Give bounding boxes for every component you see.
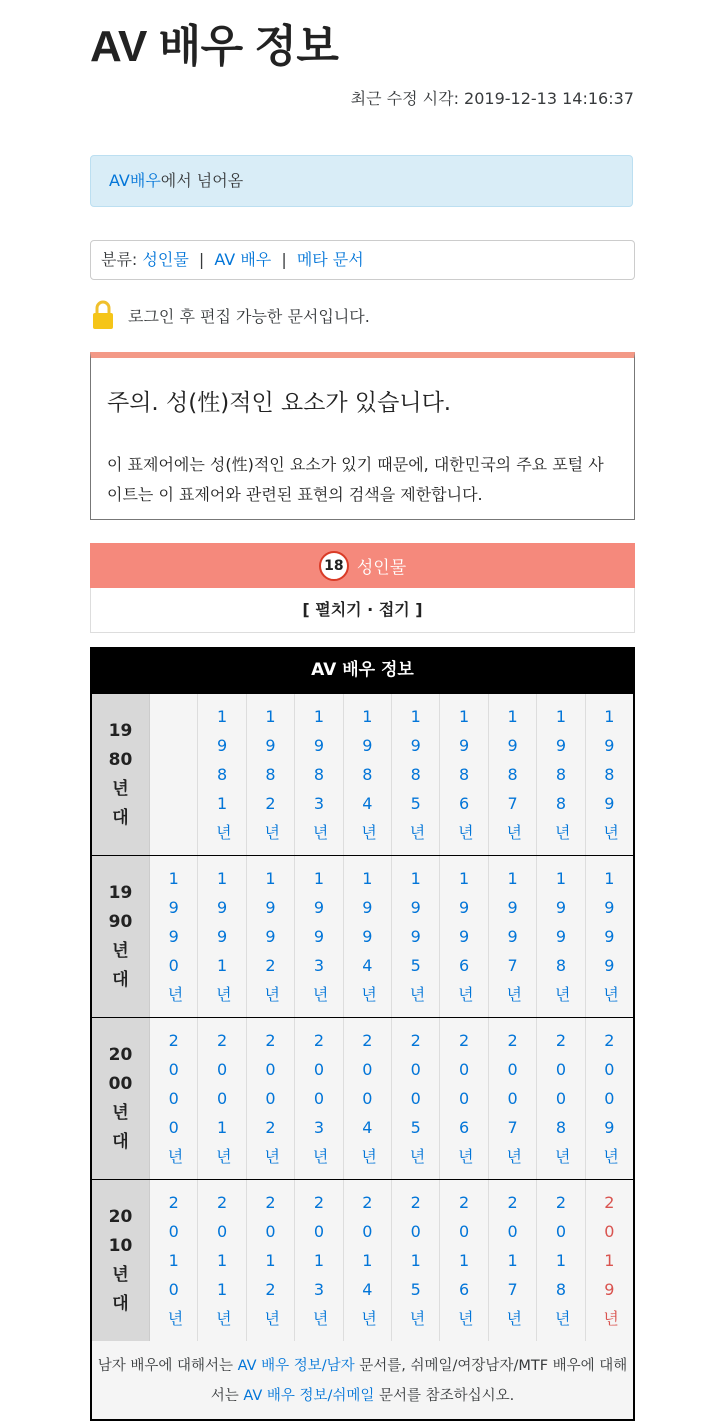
year-cell xyxy=(198,856,246,1017)
year-cell xyxy=(586,1180,633,1341)
year-link[interactable]: 2014년 xyxy=(361,1193,377,1328)
year-cell xyxy=(392,1018,440,1179)
year-cell xyxy=(489,1180,537,1341)
year-link[interactable]: 2000년 xyxy=(167,1031,184,1166)
year-cell xyxy=(344,694,392,855)
year-link[interactable]: 2019년 xyxy=(603,1193,619,1328)
year-cell xyxy=(537,694,585,855)
year-cell xyxy=(344,1018,392,1179)
year-link[interactable]: 1985년 xyxy=(409,707,426,842)
year-link[interactable]: 2001년 xyxy=(216,1031,232,1166)
footer-text: 문서를 참조하십시오. xyxy=(374,1388,515,1404)
redirect-notice xyxy=(90,155,633,207)
year-link[interactable]: 1992년 xyxy=(264,869,280,1004)
year-cell xyxy=(586,856,633,1017)
year-cell xyxy=(295,694,343,855)
year-link[interactable]: 2005년 xyxy=(409,1031,426,1166)
footer-link-male[interactable]: AV 배우 정보/남자 xyxy=(237,1358,355,1374)
decade-row xyxy=(92,693,633,855)
decade-row xyxy=(92,1017,633,1179)
year-cells xyxy=(150,694,633,855)
year-cell xyxy=(295,1180,343,1341)
year-cell xyxy=(586,1018,633,1179)
year-cells xyxy=(150,1180,633,1341)
year-cell xyxy=(198,694,246,855)
decade-header xyxy=(92,694,150,855)
decade-row xyxy=(92,1179,633,1341)
year-cell xyxy=(489,1018,537,1179)
adult-banner-label: 성인물 xyxy=(356,558,407,578)
year-cell xyxy=(537,1018,585,1179)
redirect-source-link[interactable]: AV배우 xyxy=(109,171,161,190)
year-link[interactable]: 2004년 xyxy=(361,1031,377,1166)
year-link[interactable]: 1990년 xyxy=(167,869,184,1004)
redirect-suffix: 에서 넘어옴 xyxy=(160,171,244,190)
year-cell xyxy=(440,1018,488,1179)
year-cell xyxy=(537,856,585,1017)
year-cell xyxy=(344,1180,392,1341)
year-cell xyxy=(150,1180,198,1341)
category-separator: | xyxy=(198,250,205,269)
year-link[interactable]: 1983년 xyxy=(312,707,329,842)
year-cell xyxy=(344,856,392,1017)
year-link[interactable]: 2002년 xyxy=(264,1031,280,1166)
category-link-meta[interactable]: 메타 문서 xyxy=(296,250,364,269)
year-cells xyxy=(150,1018,633,1179)
year-cell xyxy=(295,856,343,1017)
year-cell xyxy=(150,694,198,855)
year-link[interactable]: 1997년 xyxy=(506,869,523,1004)
page-title: AV 배우 정보 xyxy=(90,22,339,71)
year-link[interactable]: 1986년 xyxy=(458,707,474,842)
year-link[interactable]: 2007년 xyxy=(506,1031,523,1166)
last-modified-timestamp: 최근 수정 시각: 2019-12-13 14:16:37 xyxy=(350,89,634,108)
av-actor-navbox xyxy=(90,647,635,1421)
year-cell xyxy=(489,694,537,855)
category-link-av-actor[interactable]: AV 배우 xyxy=(214,250,272,269)
year-link[interactable]: 1989년 xyxy=(603,707,619,842)
year-cell xyxy=(489,856,537,1017)
navbox-footer xyxy=(92,1341,633,1419)
footer-link-shemale[interactable]: AV 배우 정보/쉬메일 xyxy=(243,1388,375,1404)
year-cell xyxy=(247,1180,295,1341)
year-link[interactable]: 1994년 xyxy=(361,869,377,1004)
year-link[interactable]: 1996년 xyxy=(458,869,474,1004)
category-label: 분류: xyxy=(101,250,138,269)
year-link[interactable]: 2006년 xyxy=(458,1031,474,1166)
year-link[interactable]: 2003년 xyxy=(312,1031,329,1166)
category-bar xyxy=(90,240,635,280)
adult-warning-box xyxy=(90,352,635,520)
category-separator: | xyxy=(281,250,287,269)
age-18-badge-icon: 18 xyxy=(319,551,349,581)
year-link[interactable]: 1993년 xyxy=(312,869,329,1004)
year-link[interactable]: 2013년 xyxy=(312,1193,329,1328)
year-cell xyxy=(295,1018,343,1179)
year-cell xyxy=(392,694,440,855)
warning-body: 이 표제어에는 성(性)적인 요소가 있기 때문에, 대한민국의 주요 포털 사이트는 이 표제어와 관련된 표현의 검색을 제한합니다. xyxy=(107,455,604,504)
year-cells xyxy=(150,856,633,1017)
decade-header xyxy=(92,1180,150,1341)
year-link[interactable]: 2010년 xyxy=(167,1193,184,1328)
year-link[interactable]: 2011년 xyxy=(216,1193,232,1328)
year-link[interactable]: 2015년 xyxy=(409,1193,426,1328)
adult-content-banner xyxy=(90,543,635,588)
warning-title: 주의. 성(性)적인 요소가 있습니다. xyxy=(107,390,452,416)
decade-label: 2000년대 xyxy=(108,1044,133,1152)
year-cell xyxy=(440,856,488,1017)
year-cell xyxy=(537,1180,585,1341)
footer-text: 문서를, 쉬메일/여장남자/MTF 배우에 대해서는 xyxy=(210,1358,628,1404)
category-link-adult[interactable]: 성인물 xyxy=(142,250,189,269)
decade-header xyxy=(92,1018,150,1179)
year-link[interactable]: 1987년 xyxy=(506,707,523,842)
year-cell xyxy=(440,694,488,855)
year-link[interactable]: 2009년 xyxy=(603,1031,619,1166)
year-cell xyxy=(586,694,633,855)
decade-header xyxy=(92,856,150,1017)
year-link[interactable]: 1988년 xyxy=(554,707,571,842)
year-cell xyxy=(198,1018,246,1179)
decade-label: 1990년대 xyxy=(108,882,133,990)
year-cell xyxy=(392,1180,440,1341)
year-cell xyxy=(150,856,198,1017)
lock-notice-text: 로그인 후 편집 가능한 문서입니다. xyxy=(128,306,370,326)
year-link[interactable]: 1984년 xyxy=(361,707,377,842)
expand-collapse-toggle[interactable]: [ 펼치기 · 접기 ] xyxy=(90,588,635,633)
edit-lock-notice xyxy=(92,300,370,330)
year-cell xyxy=(247,856,295,1017)
year-link[interactable]: 2012년 xyxy=(264,1193,280,1328)
navbox-title: AV 배우 정보 xyxy=(311,660,414,680)
year-link[interactable]: 1995년 xyxy=(409,869,426,1004)
year-cell xyxy=(247,1018,295,1179)
year-link[interactable]: 1981년 xyxy=(216,707,232,842)
year-cell xyxy=(198,1180,246,1341)
year-link[interactable]: 1998년 xyxy=(554,869,571,1004)
decade-label: 2010년대 xyxy=(108,1206,133,1314)
year-link[interactable]: 2017년 xyxy=(506,1193,523,1328)
footer-text: 남자 배우에 대해서는 xyxy=(97,1358,238,1374)
year-link[interactable]: 2008년 xyxy=(554,1031,571,1166)
year-cell xyxy=(392,856,440,1017)
lock-icon xyxy=(92,300,114,330)
year-link[interactable]: 2016년 xyxy=(458,1193,474,1328)
year-link[interactable]: 1999년 xyxy=(603,869,619,1004)
year-cell xyxy=(247,694,295,855)
decade-label: 1980년대 xyxy=(108,720,133,828)
year-cell xyxy=(440,1180,488,1341)
decade-row xyxy=(92,855,633,1017)
year-link[interactable]: 1991년 xyxy=(216,869,232,1004)
year-link[interactable]: 1982년 xyxy=(264,707,280,842)
year-cell xyxy=(150,1018,198,1179)
year-link[interactable]: 2018년 xyxy=(554,1193,571,1328)
